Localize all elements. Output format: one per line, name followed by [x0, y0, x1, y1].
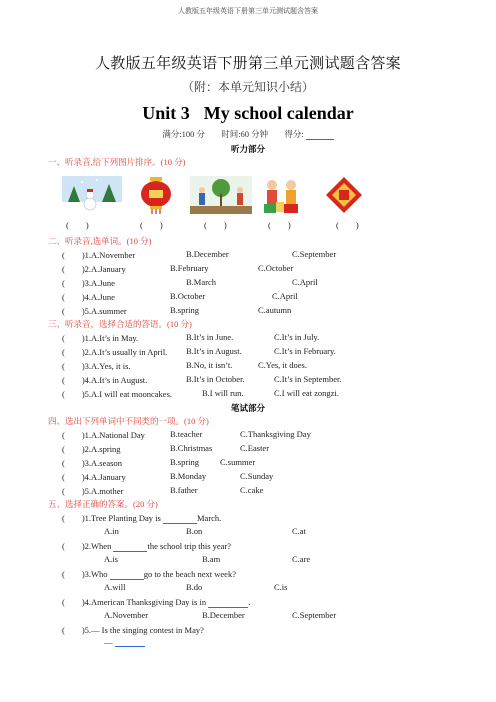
- s4-q4-b: B.Monday: [170, 471, 207, 481]
- s5-q3-c: C.is: [274, 582, 288, 592]
- answer-paren-2[interactable]: ( ): [140, 220, 163, 230]
- answer-paren-5[interactable]: ( ): [336, 220, 359, 230]
- s2-q4-b: B.October: [170, 291, 206, 301]
- s4-q5: ( )5.A.mother: [62, 486, 124, 496]
- unit-number: Unit 3: [142, 103, 190, 123]
- s2-q2-c: C.October: [258, 263, 294, 273]
- s3-q4-b: B.It’s in October.: [186, 374, 245, 384]
- s2-q2: ( )2.A.January: [62, 264, 126, 274]
- s2-q5-b: B.spring: [170, 305, 200, 315]
- s4-q2-b: B.Christmas: [170, 443, 213, 453]
- s4-q4: ( )4.A.January: [62, 472, 126, 482]
- s3-q4: ( )4.A.It’s in August.: [62, 375, 148, 385]
- s5-q1-text: ( )1.Tree Planting Day is: [62, 513, 161, 523]
- s5-q5-blank[interactable]: [115, 638, 145, 647]
- s5-q1-c: C.at: [292, 526, 306, 536]
- s5-q4-b: B.December: [202, 610, 245, 620]
- s4-q3: ( )3.A.season: [62, 458, 122, 468]
- picture-row: [62, 176, 392, 216]
- section-3-title: 三、听录音，选择合适的答语。(10 分): [48, 319, 192, 329]
- s5-q3-blank[interactable]: [110, 571, 144, 580]
- s3-q1-b: B.It’s in June.: [186, 332, 234, 342]
- s4-q5-b: B.father: [170, 485, 198, 495]
- s3-q2-b: B.It’s in August.: [186, 346, 242, 356]
- s5-q2-text-end: the school trip this year?: [147, 541, 232, 551]
- page-subtitle: （附：本单元知识小结）: [181, 80, 314, 94]
- s5-q5-answer: [104, 637, 145, 647]
- s2-q3-b: B.March: [186, 277, 216, 287]
- s5-q4-text-end: .: [248, 597, 251, 607]
- unit-heading: [0, 103, 496, 124]
- s3-q5-c: C.I will eat zongzi.: [274, 388, 339, 398]
- score-label: 得分:: [284, 129, 304, 139]
- s2-q5-c: C.autumn: [258, 305, 292, 315]
- s5-q2-b: B.am: [202, 554, 221, 564]
- s5-q3-b: B.do: [186, 582, 203, 592]
- s5-q5-dash: —: [104, 637, 113, 647]
- full-score: 满分:100 分: [162, 129, 206, 139]
- lantern-image: [138, 176, 174, 214]
- s5-q2-c: C.are: [292, 554, 311, 564]
- s5-q1-text-end: March.: [196, 513, 222, 523]
- s5-q2-a: A.is: [104, 554, 118, 564]
- s5-q2: [62, 540, 231, 552]
- s5-q5: ( )5.— Is the singing contest in May?: [62, 625, 204, 635]
- s4-q1: ( )1.A.National Day: [62, 430, 145, 440]
- score-blank[interactable]: [306, 131, 334, 140]
- children-gifts-image: [260, 176, 304, 214]
- s3-q2: ( )2.A.It’s usually in April.: [62, 347, 168, 357]
- s5-q4: [62, 596, 250, 608]
- s3-q5-b: B.I will run.: [202, 388, 244, 398]
- s2-q2-b: B.February: [170, 263, 209, 273]
- s5-q3-a: A.will: [104, 582, 126, 592]
- answer-paren-1[interactable]: ( ): [66, 220, 89, 230]
- s2-q4: ( )4.A.June: [62, 292, 115, 302]
- s3-q3-c: C.Yes, it does.: [258, 360, 307, 370]
- s3-q2-c: C.It’s in February.: [274, 346, 336, 356]
- s5-q1-a: A.in: [104, 526, 119, 536]
- s3-q1: ( )1.A.It’s in May.: [62, 333, 139, 343]
- score-line: [0, 128, 496, 140]
- s5-q3: [62, 568, 236, 580]
- s2-q4-c: C.April: [272, 291, 298, 301]
- s5-q4-blank[interactable]: [208, 597, 251, 608]
- s2-q3-c: C.April: [292, 277, 318, 287]
- s5-q4-c: C.September: [292, 610, 337, 620]
- s4-q3-c: C.summer: [220, 457, 256, 467]
- s3-q3-b: B.No, it isn’t.: [186, 360, 233, 370]
- listening-part-heading: 听力部分: [230, 144, 265, 154]
- s2-q1-b: B.December: [186, 249, 229, 259]
- s4-q2-c: C.Easter: [240, 443, 270, 453]
- s5-q3-text: ( )3.Who: [62, 569, 108, 579]
- section-4-title: 四、选出下列单词中不同类的一项。(10 分): [48, 416, 209, 426]
- time-limit: 时间:60 分钟: [221, 129, 269, 139]
- s4-q1-c: C.Thanksgiving Day: [240, 429, 311, 439]
- s5-q2-blank[interactable]: [113, 543, 147, 552]
- unit-name: My school calendar: [203, 103, 354, 123]
- s5-q3-text-end: go to the beach next week?: [143, 569, 236, 579]
- s5-q1-b: B.on: [186, 526, 203, 536]
- s3-q5: ( )5.A.I will eat mooncakes.: [62, 389, 172, 399]
- spring-festival-image: [324, 176, 364, 214]
- page-title: 人教版五年级英语下册第三单元测试题含答案: [94, 56, 401, 72]
- s5-q1: [62, 512, 221, 524]
- s5-q2-text: ( )2.When: [62, 541, 112, 551]
- s5-q1-blank[interactable]: [163, 515, 197, 524]
- s2-q1: ( )1.A.November: [62, 250, 136, 260]
- s2-q5: ( )5.A.summer: [62, 306, 127, 316]
- s4-q3-b: B.spring: [170, 457, 200, 467]
- answer-paren-3[interactable]: ( ): [204, 220, 227, 230]
- answer-paren-4[interactable]: ( ): [268, 220, 291, 230]
- section-5-title: 五、选择正确的答案。(20 分): [48, 499, 158, 509]
- section-2-title: 二、听录音,选单词。(10 分): [48, 236, 152, 246]
- s3-q3: ( )3.A.Yes, it is.: [62, 361, 131, 371]
- tree-planting-image: [190, 176, 252, 214]
- s4-q5-c: C.cake: [240, 485, 264, 495]
- writing-part-heading: 笔试部分: [230, 403, 265, 413]
- s3-q4-c: C.It’s in September.: [274, 374, 342, 384]
- s5-q4-text: ( )4.American Thanksgiving Day is in: [62, 597, 207, 607]
- s2-q3: ( )3.A.June: [62, 278, 115, 288]
- s4-q1-b: B.teacher: [170, 429, 203, 439]
- s4-q2: ( )2.A.spring: [62, 444, 121, 454]
- page-header: 人教版五年级英语下册第三单元测试题含答案: [178, 7, 318, 15]
- s4-q4-c: C.Sunday: [240, 471, 274, 481]
- section-1-title: 一、听录音,给下列图片排序。(10 分): [48, 157, 186, 167]
- s5-q4-a: A.November: [104, 610, 149, 620]
- s2-q1-c: C.September: [292, 249, 337, 259]
- snow-scene-image: [62, 176, 122, 214]
- s3-q1-c: C.It’s in July.: [274, 332, 320, 342]
